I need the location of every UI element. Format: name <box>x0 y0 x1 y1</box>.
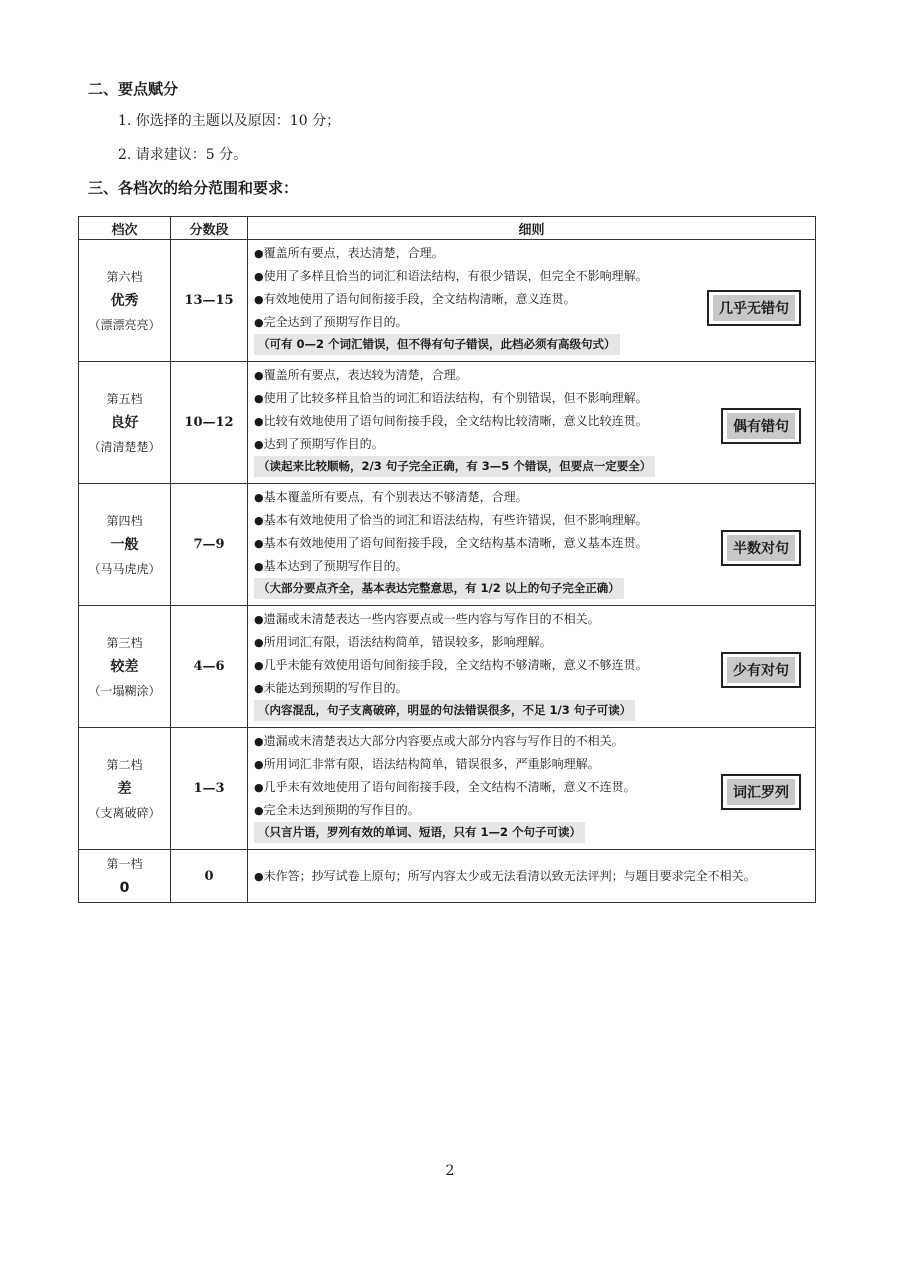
details-cell <box>248 728 816 850</box>
bullet-icon: ● <box>254 537 264 550</box>
bullet-icon: ● <box>254 682 264 695</box>
table-row <box>79 606 816 728</box>
criteria-text: 覆盖所有要点，表达较为清楚，合理。 <box>263 368 468 382</box>
level-grade: 较差 <box>110 658 139 675</box>
criteria-text: 使用了比较多样且恰当的词汇和语法结构，有个别错误，但不影响理解。 <box>263 391 648 405</box>
level-description: （清清楚楚） <box>88 439 161 454</box>
criteria-item <box>254 509 809 532</box>
page-number: 2 <box>445 1163 455 1179</box>
level-cell <box>79 606 171 728</box>
level-tag-text: 偶有错句 <box>727 413 795 439</box>
criteria-text: 有效地使用了语句间衔接手段，全文结构清晰，意义连贯。 <box>263 292 576 306</box>
scoring-item-1: 1. 你选择的主题以及原因：10 分； <box>118 113 341 129</box>
table-row <box>79 240 816 362</box>
level-grade: 0 <box>119 880 130 896</box>
criteria-text: 几乎未能有效使用语句间衔接手段，全文结构不够清晰，意义不够连贯。 <box>263 658 648 672</box>
level-tag-text: 少有对句 <box>727 657 795 683</box>
level-tag-badge <box>721 652 801 688</box>
level-description: （漂漂亮亮） <box>88 317 161 332</box>
bullet-icon: ● <box>254 804 264 817</box>
score-range-cell: 13—15 <box>171 240 248 362</box>
criteria-text: 比较有效地使用了语句间衔接手段，全文结构比较清晰，意义比较连贯。 <box>263 414 648 428</box>
scoring-item-2: 2. 请求建议：5 分。 <box>118 147 248 163</box>
level-description: （马马虎虎） <box>88 561 161 576</box>
bullet-icon: ● <box>254 869 264 883</box>
level-name: 第二档 <box>106 757 143 772</box>
bullet-icon: ● <box>254 415 264 428</box>
criteria-text: 未能达到预期的写作目的。 <box>263 681 408 695</box>
criteria-text: 达到了预期写作目的。 <box>263 437 384 451</box>
bullet-icon: ● <box>254 735 264 748</box>
criteria-text: 基本覆盖所有要点，有个别表达不够清楚，合理。 <box>263 490 528 504</box>
details-cell <box>248 606 816 728</box>
criteria-text: 未作答；抄写试卷上原句；所写内容太少或无法看清以致无法评判；与题目要求完全不相关。 <box>263 868 756 883</box>
level-grade: 差 <box>117 780 132 797</box>
level-tag-badge <box>721 530 801 566</box>
details-cell <box>248 850 816 903</box>
level-grade: 良好 <box>110 414 139 431</box>
bullet-icon: ● <box>254 781 264 794</box>
criteria-text: 完全达到了预期写作目的。 <box>263 315 408 329</box>
score-range-cell: 0 <box>171 850 248 903</box>
level-tag-text: 几乎无错句 <box>713 295 795 321</box>
header-score-range: 分数段 <box>171 217 248 240</box>
summary-note: （大部分要点齐全，基本表达完整意思，有 1/2 以上的句子完全正确） <box>254 578 624 599</box>
bullet-icon: ● <box>254 491 264 504</box>
criteria-text: 使用了多样且恰当的词汇和语法结构，有很少错误，但完全不影响理解。 <box>263 269 648 283</box>
criteria-text: 遗漏或未清楚表达大部分内容要点或大部分内容与写作目的不相关。 <box>263 734 624 748</box>
criteria-item <box>254 865 809 888</box>
level-cell <box>79 850 171 903</box>
level-description: （支离破碎） <box>88 805 161 820</box>
level-name: 第一档 <box>106 857 143 871</box>
level-tag-badge <box>707 290 801 326</box>
bullet-icon: ● <box>254 369 264 382</box>
bullet-icon: ● <box>254 293 264 306</box>
score-range-cell: 4—6 <box>171 606 248 728</box>
bullet-icon: ● <box>254 758 264 771</box>
section-heading-score-levels: 三、各档次的给分范围和要求： <box>88 179 299 197</box>
criteria-item <box>254 387 809 410</box>
table-row <box>79 728 816 850</box>
level-name: 第三档 <box>106 635 143 650</box>
summary-note: （内容混乱，句子支离破碎，明显的句法错误很多，不足 1/3 句子可读） <box>254 700 635 721</box>
header-details: 细则 <box>248 217 816 240</box>
bullet-icon: ● <box>254 438 264 451</box>
bullet-icon: ● <box>254 613 264 626</box>
criteria-item <box>254 753 809 776</box>
criteria-item <box>254 730 809 753</box>
criteria-text: 完全未达到预期的写作目的。 <box>263 803 420 817</box>
score-range-cell: 1—3 <box>171 728 248 850</box>
level-grade: 一般 <box>110 536 139 553</box>
summary-note: （读起来比较顺畅，2/3 句子完全正确，有 3—5 个错误，但要点一定要全） <box>254 456 655 477</box>
summary-note: （只言片语，罗列有效的单词、短语，只有 1—2 个句子可读） <box>254 822 585 843</box>
criteria-item <box>254 242 809 265</box>
level-name: 第五档 <box>106 391 143 406</box>
level-tag-badge <box>721 774 801 810</box>
bullet-icon: ● <box>254 247 264 260</box>
level-grade: 优秀 <box>110 292 139 309</box>
bullet-icon: ● <box>254 392 264 405</box>
level-tag-badge <box>721 408 801 444</box>
bullet-icon: ● <box>254 514 264 527</box>
table-row <box>79 484 816 606</box>
score-range-cell: 10—12 <box>171 362 248 484</box>
criteria-item <box>254 364 809 387</box>
bullet-icon: ● <box>254 659 264 672</box>
level-cell <box>79 240 171 362</box>
level-tag-text: 半数对句 <box>727 535 795 561</box>
level-name: 第四档 <box>106 513 143 528</box>
level-cell <box>79 362 171 484</box>
table-row <box>79 362 816 484</box>
level-description: （一塌糊涂） <box>88 683 161 698</box>
table-row <box>79 850 816 903</box>
criteria-text: 所用词汇非常有限，语法结构简单，错误很多，严重影响理解。 <box>263 757 600 771</box>
criteria-item <box>254 486 809 509</box>
criteria-item <box>254 265 809 288</box>
bullet-icon: ● <box>254 270 264 283</box>
criteria-text: 基本达到了预期写作目的。 <box>263 559 408 573</box>
criteria-text: 几乎未有效地使用了语句间衔接手段，全文结构不清晰，意义不连贯。 <box>263 780 636 794</box>
bullet-icon: ● <box>254 560 264 573</box>
bullet-icon: ● <box>254 636 264 649</box>
header-level: 档次 <box>79 217 171 240</box>
criteria-text: 基本有效地使用了恰当的词汇和语法结构，有些许错误，但不影响理解。 <box>263 513 648 527</box>
section-heading-scoring-points: 二、要点赋分 <box>88 80 179 98</box>
criteria-text: 所用词汇有限，语法结构简单，错误较多，影响理解。 <box>263 635 552 649</box>
score-range-cell: 7—9 <box>171 484 248 606</box>
criteria-text: 遗漏或未清楚表达一些内容要点或一些内容与写作目的不相关。 <box>263 612 600 626</box>
level-cell <box>79 484 171 606</box>
criteria-item <box>254 608 809 631</box>
level-cell <box>79 728 171 850</box>
criteria-item <box>254 631 809 654</box>
score-level-table <box>78 216 816 903</box>
level-tag-text: 词汇罗列 <box>727 779 795 805</box>
level-name: 第六档 <box>106 269 143 284</box>
bullet-icon: ● <box>254 316 264 329</box>
details-cell <box>248 240 816 362</box>
details-cell <box>248 362 816 484</box>
table-header-row <box>79 217 816 240</box>
details-cell <box>248 484 816 606</box>
criteria-text: 基本有效地使用了语句间衔接手段，全文结构基本清晰，意义基本连贯。 <box>263 536 648 550</box>
summary-note: （可有 0—2 个词汇错误，但不得有句子错误，此档必须有高级句式） <box>254 334 620 355</box>
criteria-text: 覆盖所有要点，表达清楚，合理。 <box>263 246 444 260</box>
